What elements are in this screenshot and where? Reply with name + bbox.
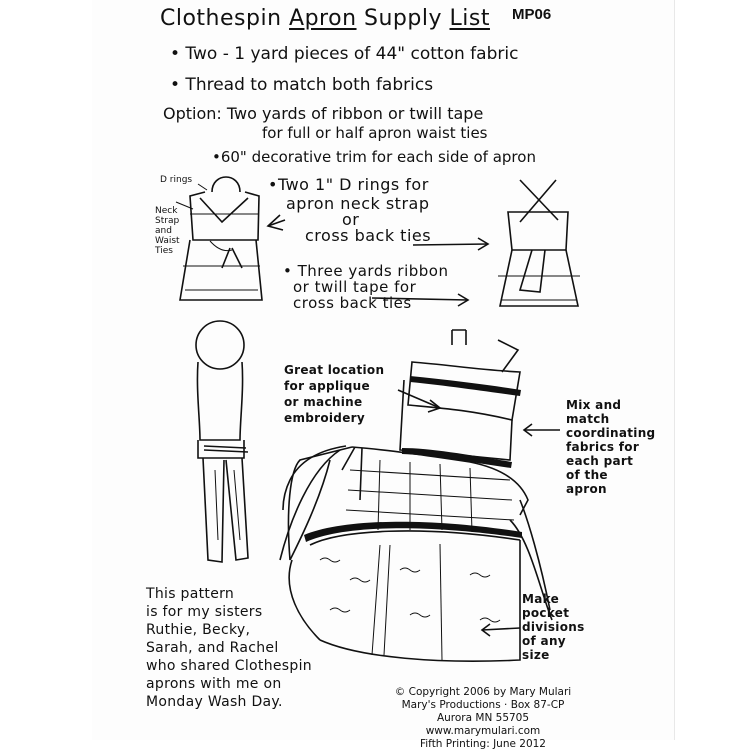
ribbon-line-2: or twill tape for — [293, 278, 417, 296]
pattern-code: MP06 — [512, 6, 552, 23]
dring-line-1: •Two 1" D rings for — [268, 175, 429, 194]
clothespin-icon — [196, 321, 248, 562]
apron-large-icon — [280, 330, 552, 661]
supply-item-thread: • Thread to match both fabrics — [170, 75, 434, 95]
pocket-note: Make pocket divisions of any size — [522, 592, 585, 662]
ribbon-line-3: cross back ties — [293, 294, 412, 312]
dedication: This pattern is for my sisters Ruthie, Becky, Sarah, and Rachel who shared Clothespin aprons with me on Monday Wash Day. — [146, 586, 312, 710]
copyright-block: © Copyright 2006 by Mary Mulari Mary's Productions · Box 87-CP Aurora MN 55705 www.marymulari.com Fifth Printing: June 2012 — [394, 686, 572, 750]
dring-line-4: cross back ties — [305, 226, 432, 245]
option-line: Option: Two yards of ribbon or twill tape — [163, 104, 484, 123]
apron-back-small-icon — [498, 180, 580, 306]
dring-line-2: apron neck strap — [286, 194, 430, 213]
drings-label: D rings — [160, 175, 193, 185]
option-line-2: for full or half apron waist ties — [262, 124, 488, 142]
mix-note: Mix and match coordinating fabrics for each part of the apron — [566, 398, 656, 496]
apron-front-small-icon — [176, 177, 262, 300]
dring-line-3: or — [342, 210, 360, 229]
neck-strap-label: Neck Strap and Waist Ties — [155, 206, 180, 256]
ribbon-line-1: • Three yards ribbon — [283, 262, 449, 280]
option-trim: •60" decorative trim for each side of apron — [212, 148, 536, 166]
applique-note: Great location for applique or machine embroidery — [284, 363, 385, 425]
page-title: Clothespin Apron Supply List — [160, 6, 490, 31]
supply-item-fabric: • Two - 1 yard pieces of 44" cotton fabric — [170, 44, 519, 64]
